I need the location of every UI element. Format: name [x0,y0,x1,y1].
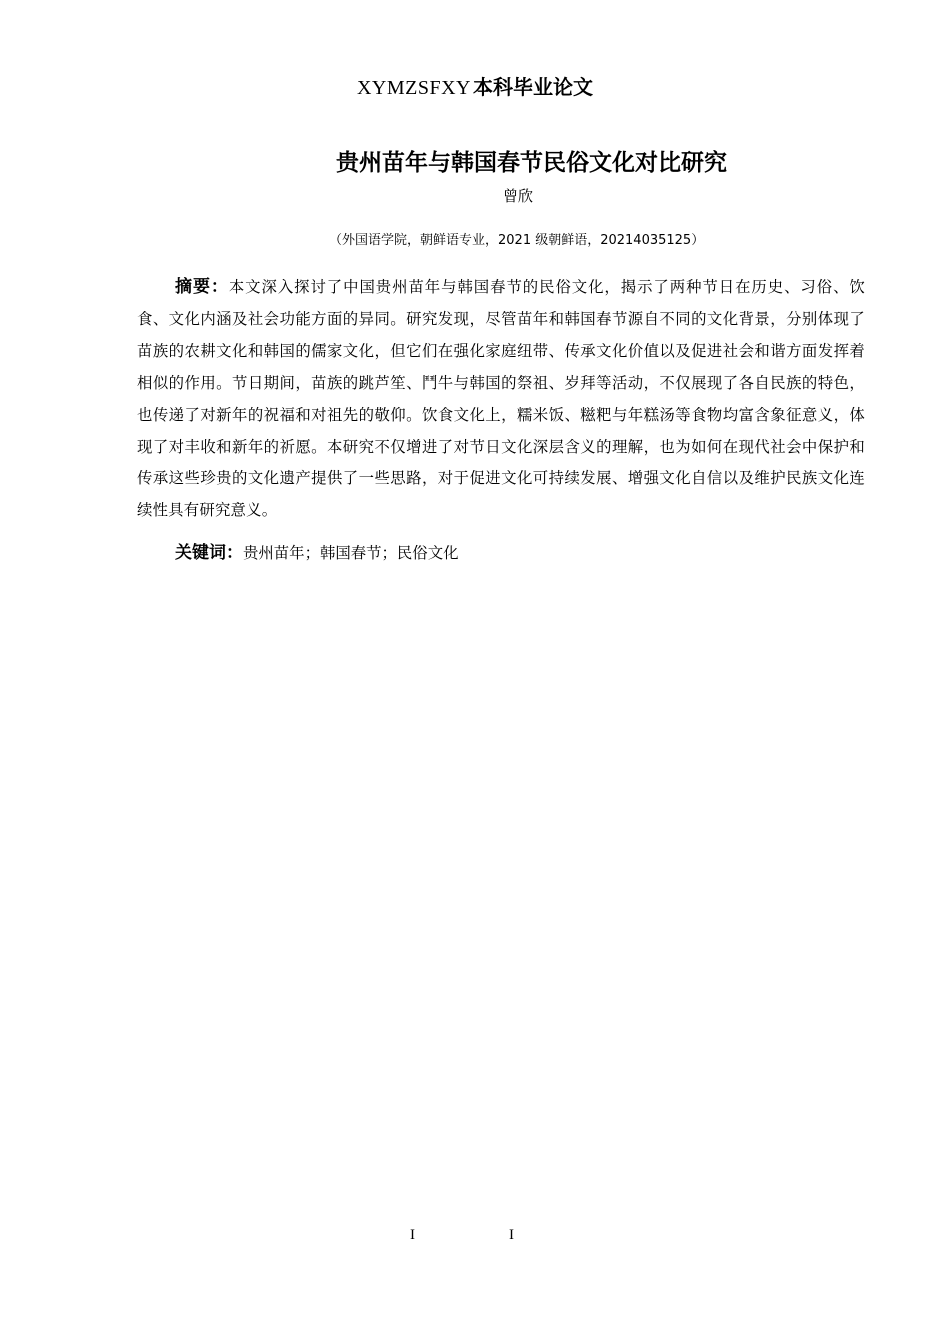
header-label: 本科毕业论文 [473,75,594,99]
author-affiliation: （外国语学院，朝鲜语专业，2021 级朝鲜语，20214035125） [329,233,705,248]
page-number-left: I [410,1227,415,1243]
abstract-paragraph [137,272,865,527]
keywords-text: 贵州苗年；韩国春节；民俗文化 [243,544,459,562]
running-header [0,74,950,101]
keywords-label: 关键词： [175,543,243,563]
page-number-right: I [509,1227,514,1243]
author-name: 曾欣 [502,187,533,205]
header-code: XYMZSFXY [356,77,472,99]
abstract-text: 本文深入探讨了中国贵州苗年与韩国春节的民俗文化，揭示了两种节日在历史、习俗、饮食、文化内涵及社会功能方面的异同。研究发现，尽管苗年和韩国春节源自不同的文化背景，分别体现了苗族的农耕文化和韩国的儒家文化，但它们在强化家庭纽带、传承文化价值以及促进社会和谐方面发挥着相似的作用。节日期间，苗族的跳芦笙、鬥牛与韩国的祭祖、岁拜等活动，不仅展现了各自民族的特色，也传递了对新年的祝福和对祖先的敬仰。饮食文化上，糯米饭、糍粑与年糕汤等食物均富含象征意义，体现了对丰收和新年的祈愿。本研究不仅增进了对节日文化深层含义的理解，也为如何在现代社会中保护和传承这些珍贵的文化遗产提供了一些思路，对于促进文化可持续发展、增强文化自信以及维护民族文化连续性具有研究意义。 [137,278,865,520]
abstract-label: 摘要： [175,277,229,297]
paper-title: 贵州苗年与韩国春节民俗文化对比研究 [336,150,727,176]
keywords-line [175,540,458,566]
